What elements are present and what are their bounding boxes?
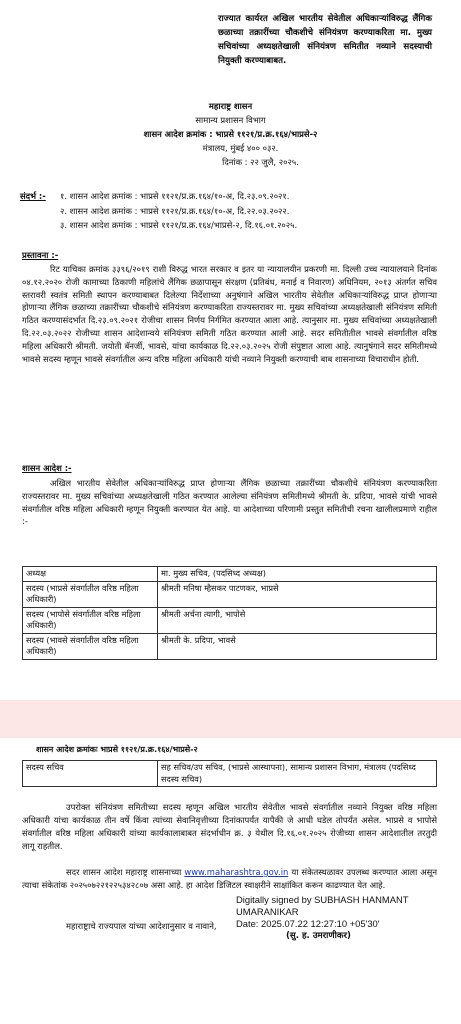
- secretary-table: [22, 760, 437, 787]
- order-number: शासन आदेश क्रमांक : भाप्रसे ११२१/प्र.क्र.१६४/भाप्रसे-२: [143, 129, 318, 139]
- order-text: अखिल भारतीय सेवेतील अधिकाऱ्यांविरुद्ध प्राप्त होणाऱ्या लैंगिक छळाच्या तक्रारींच्या चौकशीचे संनियंत्रण करण्याकरिता राज्यस्तरावर मा. मुख्य सचिवांच्या अध्यक्षतेखाली गठित करण्यात आलेल्या संनियंत्रण समितीमध्ये श्रीमती के. प्रदिपा, भावसे यांची भावसे संवर्गातील वरिष्ठ महिला अधिकारी म्हणून नियुक्ती करण्यात येत आहे. या आदेशाच्या परिणामी प्रस्तुत समितीची रचना खालीलप्रमाणे राहील :-: [22, 478, 437, 527]
- website-paragraph: [22, 866, 437, 892]
- table-cell: सदस्य सचिव: [23, 761, 158, 787]
- govt-title: महाराष्ट्र शासन: [208, 101, 253, 111]
- preamble-text: रिट याचिका क्रमांक ३३९६/२०१९ राशी विरुद्ध भारत सरकार व इतर या न्यायालयीन प्रकरणी मा. दिल्ली उच्च न्यायालयाने दिनांक ०४.१२.२०२० रोजी कामाच्या ठिकाणी महिलांचे लैंगिक छळापासून संरक्षण (प्रतिबंध, मनाई व निवारण) अधिनियम, २०१३ अंतर्गत सचिव स्तरावरी स्वतंत्र समिती स्थापन करण्याबाबत दिलेल्या निर्देशाच्या अनुषंगाने अखिल भारतीय सेवेतील अधिकाऱ्यांविरुद्ध प्राप्त होणाऱ्या होणाऱ्या लैंगिक छळाच्या तक्रारींच्या चौकशीचे संनियंत्रण करण्याकरिता राज्यस्तरावर मा. मुख्य सचिवांच्या अध्यक्षतेखाली संनियंत्रण समिती गठित करण्यासंदर्भात दि.२३.०९.२०२१ रोजीचा शासन निर्णय निर्गमित करण्यात आला आहे. त्यानुसार मा. मुख्य सचिवांच्या अध्यक्षतेखाली दि.२२.०३.२०२२ रोजीच्या शासन आदेशान्वये संनियंत्रण समिती गठित करण्यात आली आहे. सदर समितीतील भावसे संवर्गातील वरिष्ठ महिला अधिकारी श्रीमती. जयोती बॅनर्जी, भावसे, यांचा कार्यकाळ दि.२२.०३.२०२५ रोजी संपुष्टात आला आहे. त्यानुषंगाने सदर समितीमध्ये भावसे सदस्य म्हणून भावसे संवर्गातील अन्य वरिष्ठ महिला अधिकारी यांची नव्याने नियुक्ती करण्याची बाब शासनाच्या विचाराधीन होती.: [22, 264, 437, 364]
- signature-line: Digitally signed by SUBHASH HANMANT: [236, 894, 409, 905]
- references-label: संदर्भ :-: [20, 191, 46, 201]
- table-row: [23, 633, 437, 659]
- preamble-heading: प्रस्तावना :-: [22, 250, 59, 260]
- table-row: [23, 761, 437, 787]
- order-heading: शासन आदेश :-: [22, 463, 72, 473]
- closing-line: महाराष्ट्राचे राज्यपाल यांच्या आदेशानुसार व नावाने,: [66, 921, 217, 931]
- table-row: [23, 567, 437, 582]
- table-cell: सह सचिव/उप सचिव, (भाप्रसे आस्थापना), सामान्य प्रशासन विभाग, मंत्रालय (पदसिध्द सदस्य सचिव): [158, 761, 437, 787]
- table-cell: श्रीमती के. प्रदिपा, भावसे: [158, 633, 437, 659]
- table-cell: श्रीमती अर्चना त्यागी, भापोसे: [158, 607, 437, 633]
- website-link[interactable]: www.maharashtra.gov.in: [184, 867, 289, 877]
- order-date: दिनांक : २२ जुलै, २०२५.: [222, 157, 299, 167]
- department-name: सामान्य प्रशासन विभाग: [195, 115, 266, 125]
- website-text-after: या संकेतस्थळावर उपलब्ध करण्यात आला असून त्याचा संकेतांक २०२५०७२२१२२५३४२८०७ असा आहे. हा आदेश डिजिटल स्वाक्षरीने साक्षांकित करून काढण्यात येत आहे.: [22, 867, 437, 890]
- page-two: [0, 738, 461, 1024]
- reference-item: २. शासन आदेश क्रमांक : भाप्रसे ११२१/प्र.क्र.१६४/१०-अ, दि.२२.०३.२०२२.: [60, 205, 290, 216]
- table-cell: श्रीमती मनिषा म्हैसकर पाटणकर, भाप्रसे: [158, 581, 437, 607]
- subject-text: राज्यात कार्यरत अखिल भारतीय सेवेतील अधिकाऱ्यांविरुद्ध लैंगिक छळाच्या तक्रारींच्या चौकशीचे संनियंत्रण करण्याकरिता मा. मुख्य सचिवांच्या अध्यक्षतेखाली संनियंत्रण समितीत नव्याने सदस्याची नियुक्ती करण्याबाबत.: [218, 14, 432, 66]
- reference-item: ३. शासन आदेश क्रमांक : भाप्रसे ११२१/प्र.क्र.१६४/भाप्रसे-२, दि.१६.०१.२०२५.: [60, 220, 298, 230]
- signature-line: UMARANIKAR: [236, 906, 299, 917]
- page-separator: [0, 700, 461, 738]
- table-cell: सदस्य (भाप्रसे संवर्गातील वरिष्ठ महिला अधिकारी): [23, 581, 158, 607]
- table-row: [23, 607, 437, 633]
- digital-signature: [236, 894, 408, 942]
- signatory-name: (सु. ह. उमराणीकर): [286, 931, 351, 941]
- table-row: [23, 581, 437, 607]
- running-header: शासन आदेश क्रमांकः भाप्रसे ११२१/प्र.क्र.१६४/भाप्रसे-२: [36, 745, 198, 754]
- signature-date: Date: 2025.07.22 12:27:10 +05'30': [236, 918, 380, 929]
- website-text-before: सदर शासन आदेश महाराष्ट्र शासनाच्या: [66, 867, 182, 877]
- reference-item: १. शासन आदेश क्रमांक : भाप्रसे ११२१/प्र.क्र.१६४/१०-अ, दि.२३.०९.२०२१.: [60, 191, 290, 201]
- references: [20, 190, 440, 234]
- committee-table: [22, 566, 437, 660]
- table-cell: सदस्य (भावसे संवर्गातील वरिष्ठ महिला अधिकारी): [23, 633, 158, 659]
- table-cell: अध्यक्ष: [23, 567, 158, 582]
- table-cell: सदस्य (भापोसे संवर्गातील वरिष्ठ महिला अधिकारी): [23, 607, 158, 633]
- tenure-paragraph: उपरोक्त संनियंत्रण समितीच्या सदस्य म्हणून अखिल भारतीय सेवेतील भावसे संवर्गातील नव्याने नियुक्त वरिष्ठ महिला अधिकारी यांचा कार्यकाळ तीन वर्षे किंवा त्यांच्या सेवानिवृत्तीच्या दिनांकापर्यंत यापैकी जे आधी घडेल तोपर्यंत असेल. भाप्रसे व भापोसे संवर्गातील वरिष्ठ महिला अधिकारी यांच्या कार्यकालाबाबत संदर्भाधीन क्र. ३ येथील दि.१६.०१.२०२५ रोजीच्या शासन आदेशातील तरतुदी लागू राहतील.: [22, 802, 437, 851]
- office-address: मंत्रालय, मुंबई ४०० ०३२.: [202, 143, 279, 153]
- table-cell: मा. मुख्य सचिव, (पदसिध्द अध्यक्ष): [158, 567, 437, 582]
